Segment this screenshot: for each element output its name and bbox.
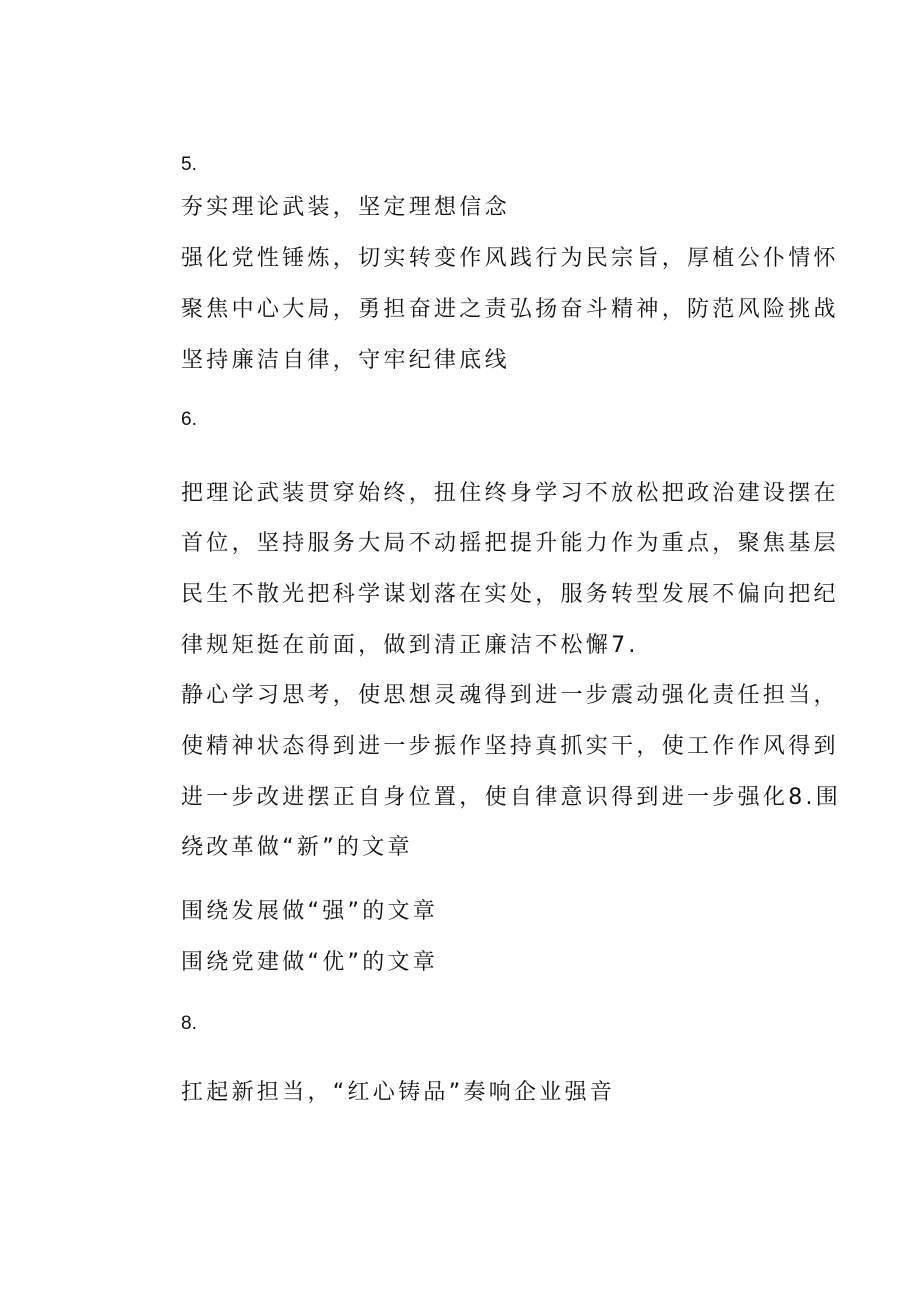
text-line: 使精神状态得到进一步振作坚持真抓实干，使工作作风得到 <box>181 734 839 759</box>
text-line: 静心学习思考，使思想灵魂得到进一步震动强化责任担当， <box>181 683 839 708</box>
text-line: 聚焦中心大局，勇担奋进之责弘扬奋斗精神，防范风险挑战 <box>181 297 839 322</box>
section-number-8: 8. <box>181 1013 197 1034</box>
text-line: 夯实理论武装，坚定理想信念 <box>181 195 510 220</box>
text-line: 进一步改进摆正自身位置，使自律意识得到进一步强化8.围 <box>181 785 842 810</box>
text-line: 首位，坚持服务大局不动摇把提升能力作为重点，聚焦基层 <box>181 531 839 556</box>
text-line: 围绕发展做“强”的文章 <box>181 899 439 924</box>
text-line: 扛起新担当，“红心铸品”奏响企业强音 <box>181 1080 616 1105</box>
text-line: 律规矩挺在前面，做到清正廉洁不松懈7. <box>181 633 639 658</box>
text-line: 绕改革做“新”的文章 <box>181 835 413 860</box>
text-line: 民生不散光把科学谋划落在实处，服务转型发展不偏向把纪 <box>181 582 839 607</box>
section-number-5: 5. <box>181 154 197 175</box>
text-line: 把理论武装贯穿始终，扭住终身学习不放松把政治建设摆在 <box>181 481 839 506</box>
text-line: 围绕党建做“优”的文章 <box>181 950 439 975</box>
text-line: 坚持廉洁自律，守牢纪律底线 <box>181 348 510 373</box>
text-line: 强化党性锤炼，切实转变作风践行为民宗旨，厚植公仆情怀 <box>181 246 839 271</box>
section-number-6: 6. <box>181 409 197 430</box>
